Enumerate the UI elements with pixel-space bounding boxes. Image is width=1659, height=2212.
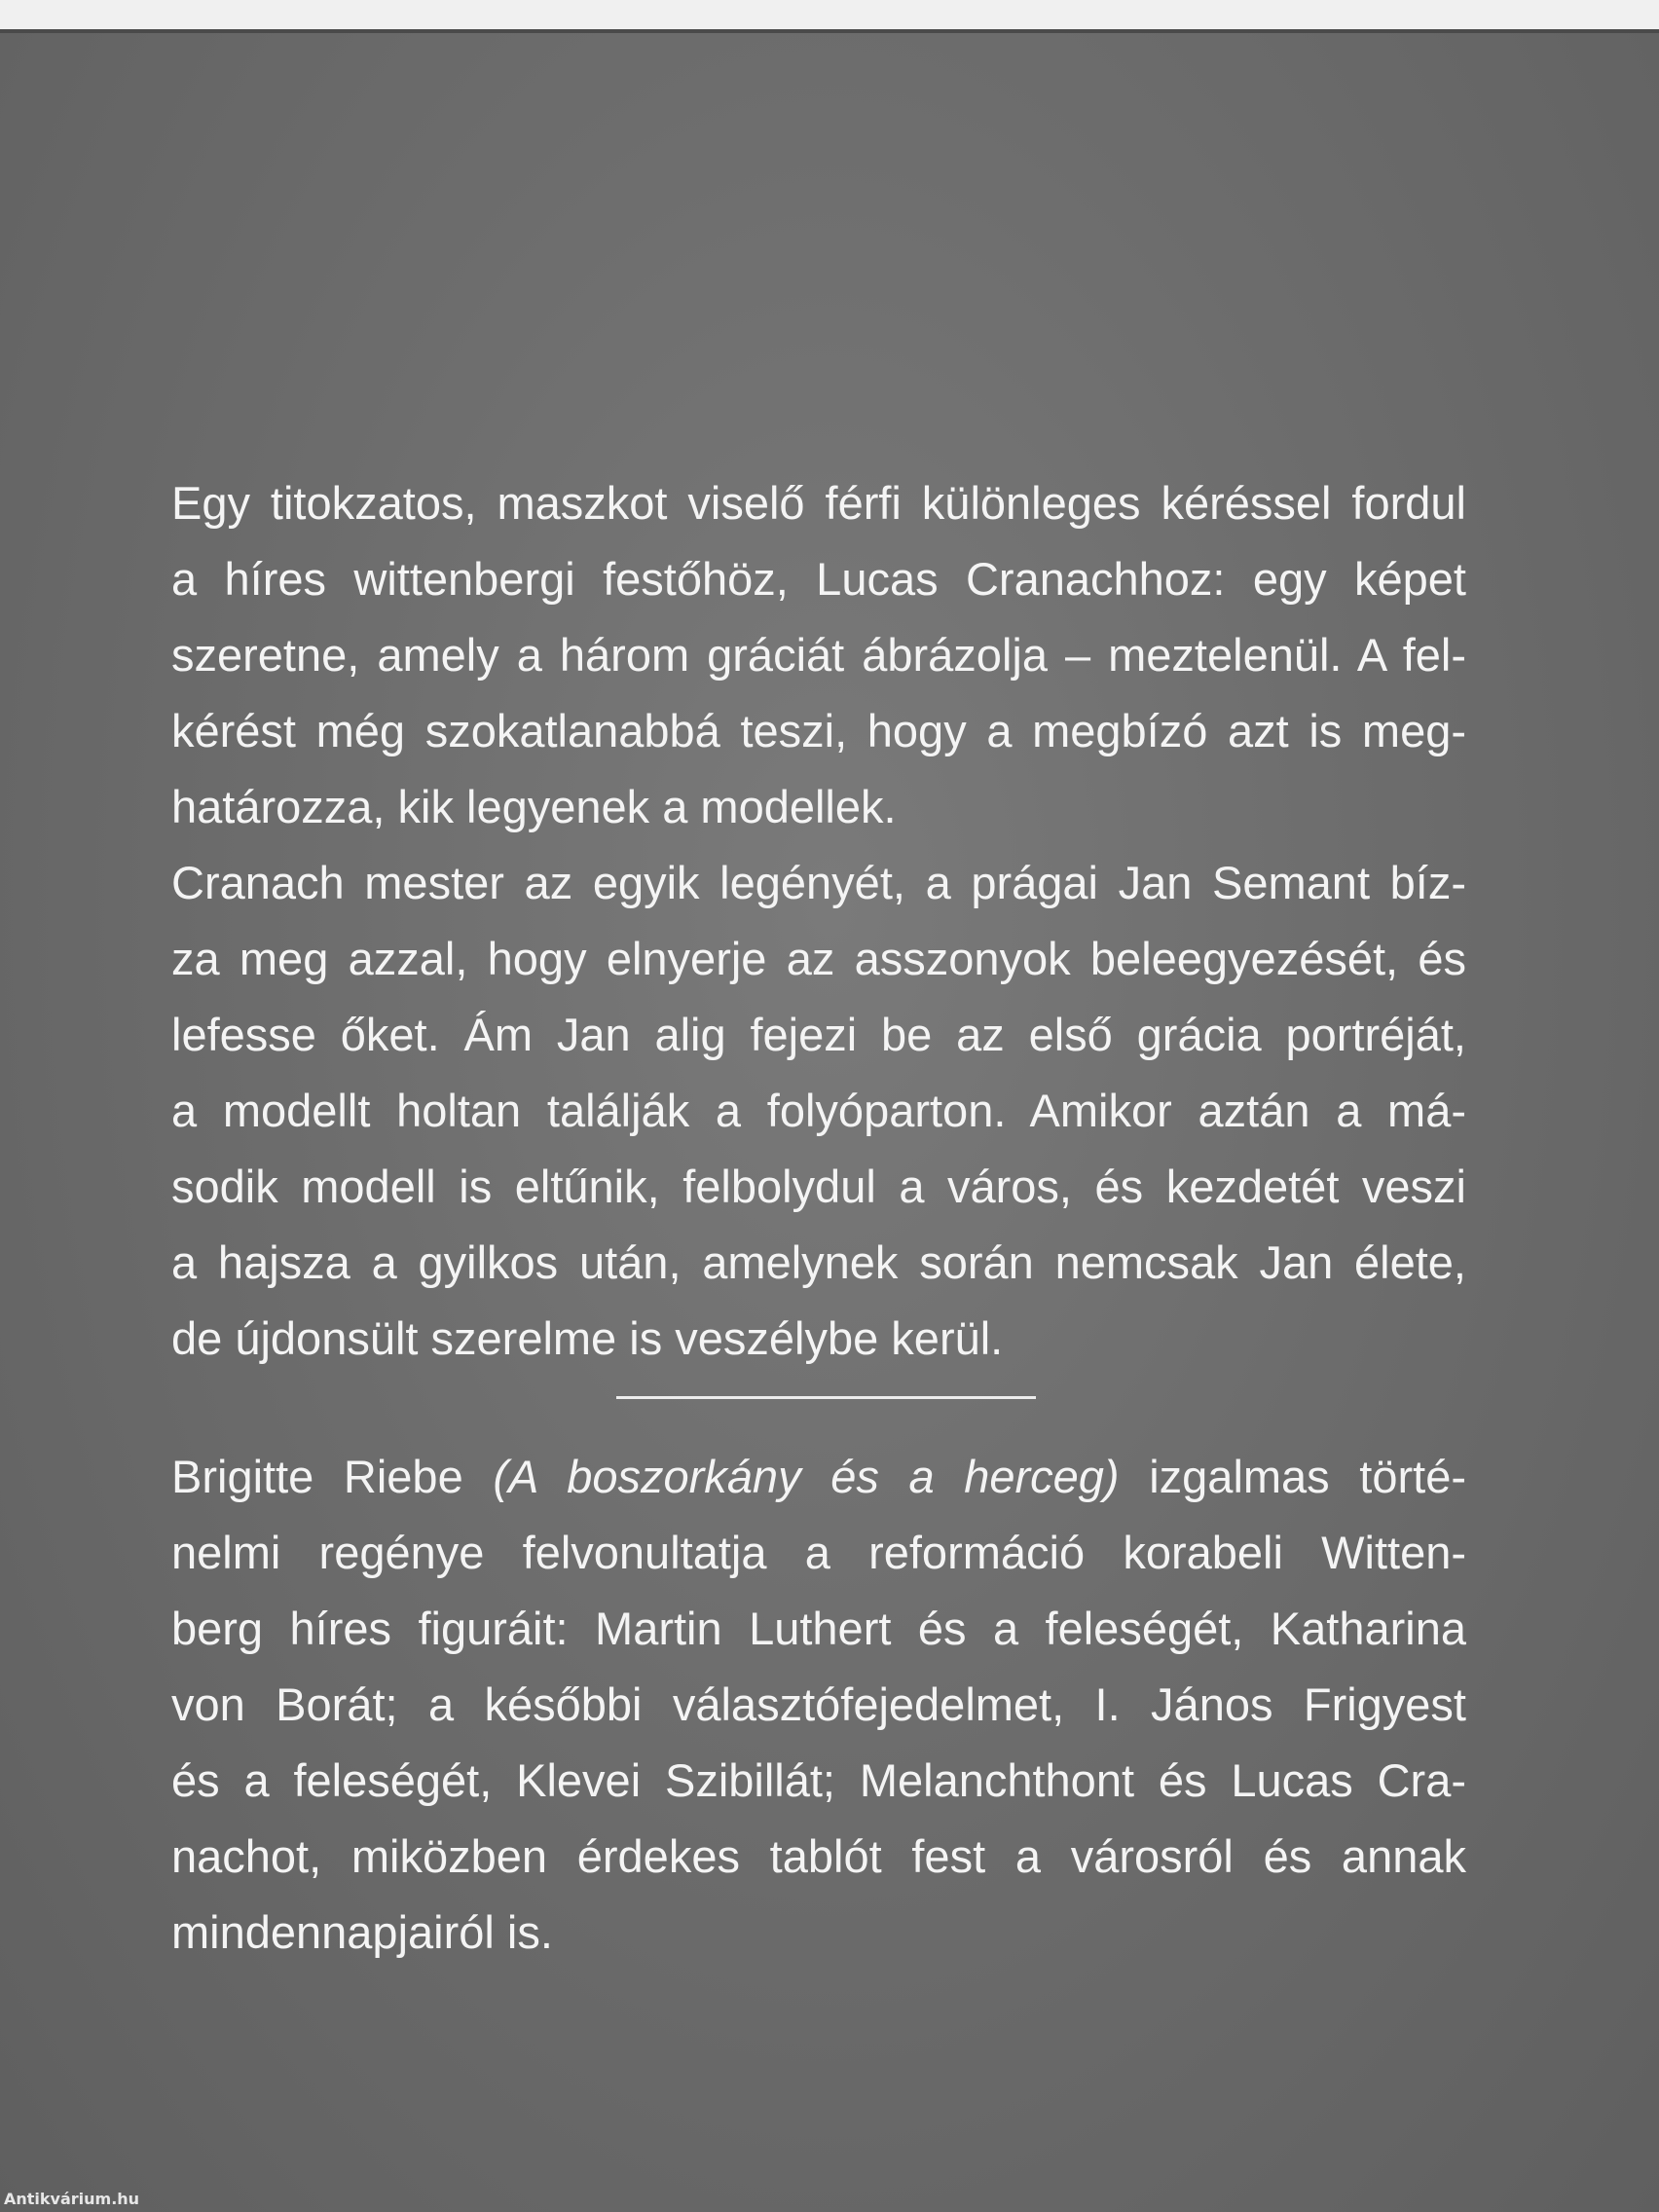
watermark: Antikvárium.hu	[4, 2190, 140, 2208]
blurb-line: de újdonsült szerelme is veszélybe kerül.	[171, 1312, 1004, 1364]
blurb-line: szeretne, amely a három gráciát ábrázolja – meztelenül. A fel-	[171, 629, 1466, 681]
blurb-line: nelmi regénye felvonultatja a reformáció korabeli Witten-	[171, 1527, 1466, 1578]
blurb-line: nachot, miközben érdekes tablót fest a városról és annak	[171, 1830, 1466, 1882]
blurb-line-with-title	[171, 1439, 1466, 1515]
blurb-line: kérést még szokatlanabbá teszi, hogy a megbízó azt is meg-	[171, 705, 1466, 756]
blurb-paragraph-1	[171, 465, 1466, 1377]
blurb-line: a híres wittenbergi festőhöz, Lucas Cranachhoz: egy képet	[171, 553, 1466, 605]
blurb-line: a modellt holtan találják a folyóparton. Amikor aztán a má-	[171, 1085, 1466, 1136]
cover-top-edge	[0, 29, 1659, 33]
blurb-line: von Borát; a későbbi választófejedelmet, I. János Frigyest	[171, 1678, 1466, 1730]
blurb-line: mindennapjairól is.	[171, 1906, 553, 1958]
blurb-line: határozza, kik legyenek a modellek.	[171, 781, 897, 832]
blurb-line: za meg azzal, hogy elnyerje az asszonyok beleegyezését, és	[171, 933, 1466, 984]
blurb-line: Egy titokzatos, maszkot viselő férfi különleges kéréssel fordul	[171, 477, 1466, 529]
blurb-line: Cranach mester az egyik legényét, a prágai Jan Semant bíz-	[171, 857, 1466, 908]
blurb-line: és a feleségét, Klevei Szibillát; Melanchthont és Lucas Cra-	[171, 1754, 1466, 1806]
blurb-line: sodik modell is eltűnik, felbolydul a város, és kezdetét veszi	[171, 1161, 1466, 1212]
blurb-text: izgalmas törté-	[1119, 1451, 1466, 1502]
blurb-paragraph-2	[171, 1439, 1466, 1971]
blurb-line: a hajsza a gyilkos után, amelynek során nemcsak Jan élete,	[171, 1236, 1466, 1288]
previous-book-title: (A boszorkány és a herceg)	[493, 1451, 1120, 1502]
blurb-line: lefesse őket. Ám Jan alig fejezi be az első grácia portréját,	[171, 1009, 1466, 1060]
blurb-line: berg híres figuráit: Martin Luthert és a feleségét, Katharina	[171, 1603, 1466, 1654]
section-divider	[616, 1396, 1036, 1399]
author-text: Brigitte Riebe	[171, 1451, 494, 1502]
